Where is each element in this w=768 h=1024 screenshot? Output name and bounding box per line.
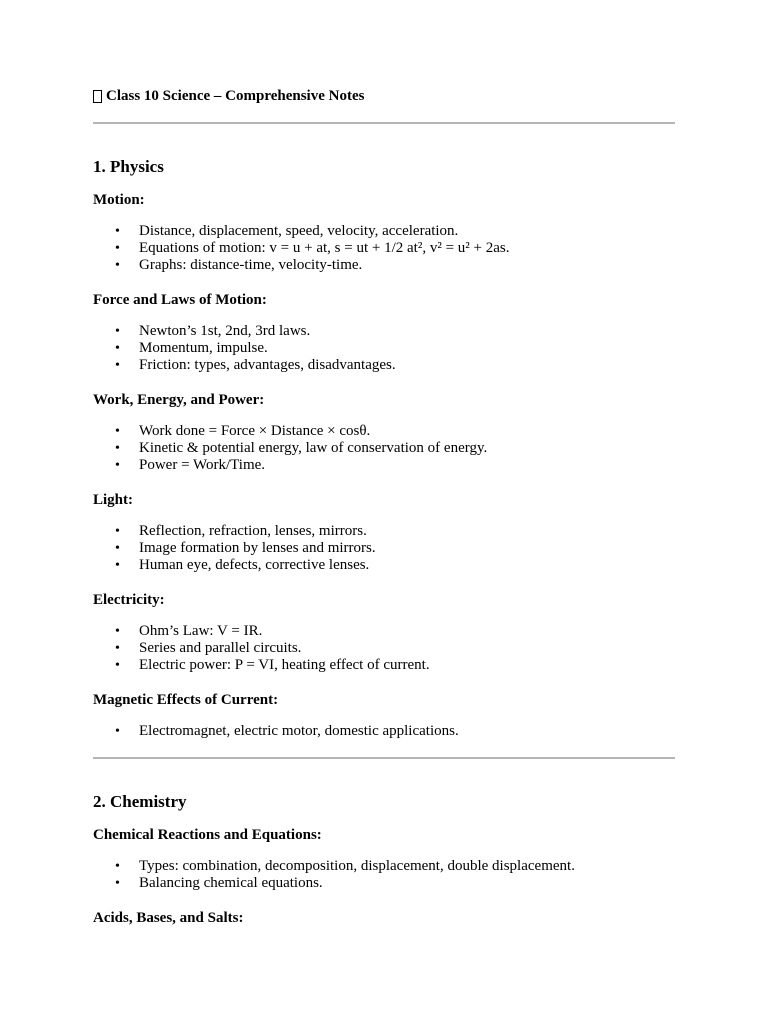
list-item: • Types: combination, decomposition, displacement, double displacement.: [93, 858, 675, 875]
topic-heading: Force and Laws of Motion:: [93, 292, 267, 308]
missing-glyph-icon: [93, 90, 102, 103]
list-item: • Distance, displacement, speed, velocity, acceleration.: [93, 223, 675, 240]
section-heading: 2. Chemistry: [93, 792, 187, 811]
list-item: • Graphs: distance-time, velocity-time.: [93, 257, 675, 274]
topic-heading: Work, Energy, and Power:: [93, 392, 265, 408]
topic-list: [93, 858, 675, 892]
list-item: • Newton’s 1st, 2nd, 3rd laws.: [93, 323, 675, 340]
list-item: • Image formation by lenses and mirrors.: [93, 540, 675, 557]
list-item: • Friction: types, advantages, disadvantages.: [93, 357, 675, 374]
list-item: • Momentum, impulse.: [93, 340, 675, 357]
list-item: • Reflection, refraction, lenses, mirrors.: [93, 523, 675, 540]
topic-list: [93, 223, 675, 274]
list-item: • Electromagnet, electric motor, domestic applications.: [93, 723, 675, 740]
topic-heading: Motion:: [93, 192, 145, 208]
topic-list: [93, 523, 675, 574]
list-item: • Work done = Force × Distance × cosθ.: [93, 423, 675, 440]
list-item: • Kinetic & potential energy, law of conservation of energy.: [93, 440, 675, 457]
document-page: [93, 86, 675, 928]
topic-heading: Magnetic Effects of Current:: [93, 692, 279, 708]
list-item: • Series and parallel circuits.: [93, 640, 675, 657]
section-heading: 1. Physics: [93, 157, 164, 176]
list-item: • Balancing chemical equations.: [93, 875, 675, 892]
topic-heading: Chemical Reactions and Equations:: [93, 827, 322, 843]
topic-heading: Electricity:: [93, 592, 165, 608]
list-item: • Human eye, defects, corrective lenses.: [93, 557, 675, 574]
list-item: • Electric power: P = VI, heating effect of current.: [93, 657, 675, 674]
topic-list: [93, 623, 675, 674]
list-item: • Power = Work/Time.: [93, 457, 675, 474]
topic-heading: Acids, Bases, and Salts:: [93, 910, 244, 926]
list-item: • Ohm’s Law: V = IR.: [93, 623, 675, 640]
topic-list: [93, 723, 675, 740]
topic-list: [93, 423, 675, 474]
topic-heading: Light:: [93, 492, 134, 508]
topic-list: [93, 323, 675, 374]
list-item: • Equations of motion: v = u + at, s = ut + 1/2 at², v² = u² + 2as.: [93, 240, 675, 257]
document-title: [93, 86, 675, 106]
document-title-text: Class 10 Science – Comprehensive Notes: [106, 88, 365, 104]
